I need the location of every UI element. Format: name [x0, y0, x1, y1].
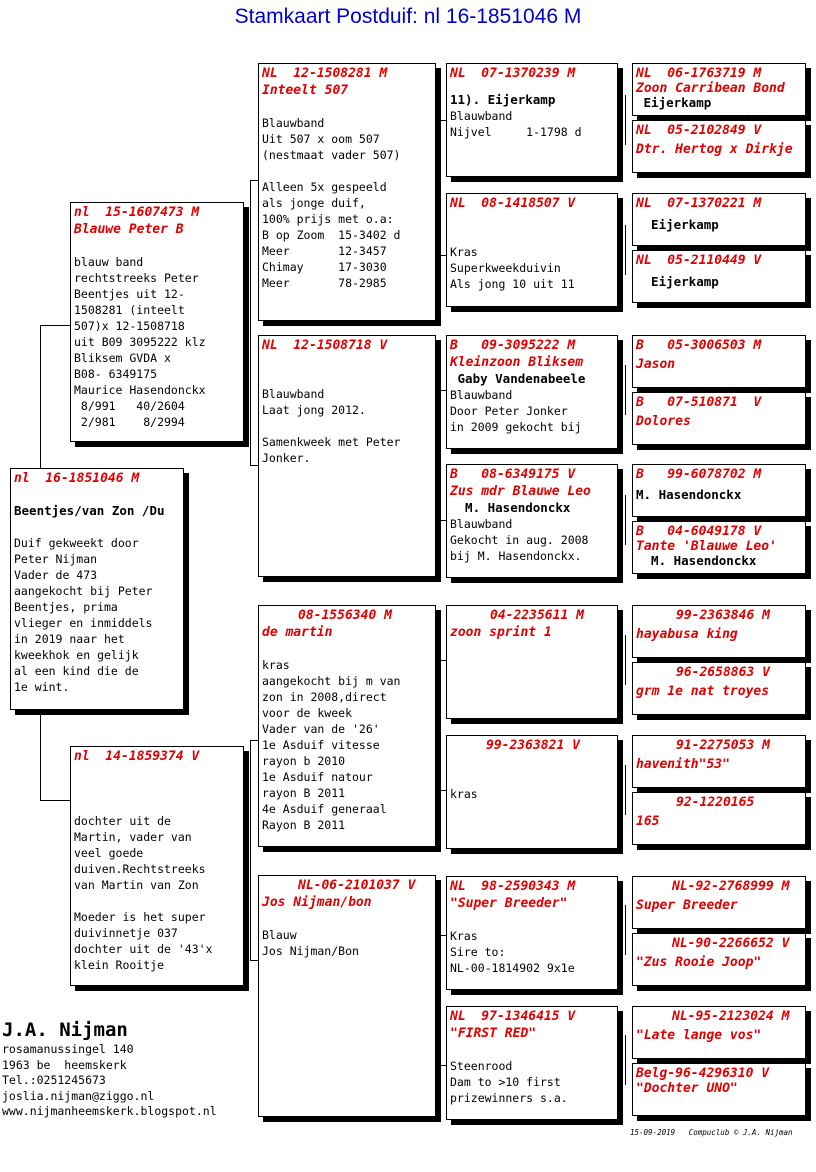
pigeon-name: Inteelt 507	[262, 83, 349, 98]
connector-line	[250, 465, 258, 466]
info-line: bij M. Hasendonckx.	[450, 549, 582, 563]
info-line: Kras	[450, 929, 478, 943]
info-line: Superkweekduivin	[450, 261, 561, 275]
connector-line	[250, 960, 258, 961]
owner-postcode: 1963 be heemskerk	[2, 1057, 127, 1072]
info-line: B08- 6349175	[74, 367, 158, 381]
info-line: Sire to:	[450, 945, 506, 959]
ancestor-card	[446, 876, 618, 990]
owner-email: joslia.nijman@ziggo.nl	[2, 1088, 155, 1103]
connector-line	[438, 935, 439, 1065]
connector-line	[250, 740, 251, 960]
info-line: 507)x 12-1508718	[74, 319, 185, 333]
info-line: Moeder is het super	[74, 910, 206, 924]
info-line: al een kind die de	[14, 664, 139, 678]
connector-line	[625, 765, 626, 815]
ring-number: NL-90-2266652 V	[672, 936, 790, 951]
sire-card	[70, 202, 244, 442]
ancestor-card	[632, 521, 806, 574]
ancestor-card	[632, 63, 806, 116]
info-line: 1e Asduif vitesse	[262, 738, 380, 752]
info-line: rayon B 2011	[262, 786, 346, 800]
connector-line	[625, 365, 626, 415]
info-line: Jos Nijman/Bon	[262, 944, 359, 958]
connector-line	[40, 800, 70, 801]
ring-number: 91-2275053 M	[676, 738, 770, 753]
pigeon-name: Tante 'Blauwe Leo'	[636, 539, 777, 554]
connector-line	[625, 905, 626, 955]
info-line: Door Peter Jonker	[450, 404, 568, 418]
ring-number: 99-2363821 V	[486, 738, 580, 753]
ring-number: B 05-3006503 M	[636, 338, 762, 353]
breeder-name: M. Hasendonckx	[636, 553, 757, 568]
info-line: Blauwband	[450, 388, 513, 402]
info-line: aangekocht bij m van	[262, 674, 401, 688]
pigeon-name: de martin	[262, 625, 333, 640]
grandsire-paternal-card	[258, 63, 436, 321]
info-line: Alleen 5x gespeeld	[262, 180, 387, 194]
ancestor-card	[632, 464, 806, 517]
info-line: Blauwband	[450, 109, 513, 123]
info-line: zon in 2008,direct	[262, 690, 387, 704]
info-line: veel goede	[74, 846, 144, 860]
owner-name: J.A. Nijman	[2, 1019, 128, 1041]
info-line: Blauwband	[262, 116, 325, 130]
connector-line	[625, 495, 626, 545]
info-line: Beentjes uit 12-	[74, 287, 185, 301]
info-line: Uit 507 x oom 507	[262, 132, 380, 146]
info-line: Nijvel 1-1798 d	[450, 125, 582, 139]
footer-credit: 15-09-2019 Compuclub © J.A. Nijman	[630, 1128, 793, 1137]
pigeon-name: "Super Breeder"	[450, 896, 568, 911]
connector-line	[625, 1035, 626, 1085]
info-line: 100% prijs met o.a:	[262, 212, 394, 226]
breeder-name: Eijerkamp	[636, 274, 719, 289]
ring-number: NL 07-1370221 M	[636, 196, 762, 211]
ancestor-card	[632, 933, 806, 986]
info-line: 2/981 8/2994	[74, 415, 185, 429]
pigeon-name: Blauwe Peter B	[74, 222, 184, 237]
ancestor-card	[632, 1063, 806, 1116]
info-line: Peter Nijman	[14, 552, 98, 566]
pigeon-name: "FIRST RED"	[450, 1026, 537, 1041]
ring-number: 99-2363846 M	[676, 608, 770, 623]
ancestor-card	[446, 63, 618, 177]
ancestor-card	[632, 1006, 806, 1059]
pigeon-name: Jos Nijman/bon	[262, 895, 372, 910]
info-line: Dam to >10 first	[450, 1075, 561, 1089]
owner-website: www.nijmanheemskerk.blogspot.nl	[2, 1104, 217, 1118]
info-line: Beentjes, prima	[14, 600, 118, 614]
owner-contact	[2, 1018, 217, 1120]
ancestor-card	[446, 605, 618, 719]
ring-number: Belg-96-4296310 V	[636, 1066, 770, 1081]
breeder-name: M. Hasendonckx	[450, 500, 571, 515]
ring-number: NL 06-1763719 M	[636, 66, 762, 81]
ring-number: 96-2658863 V	[676, 665, 770, 680]
info-line: Laat jong 2012.	[262, 403, 366, 417]
connector-line	[625, 635, 626, 685]
connector-line	[438, 390, 446, 391]
info-line: Meer 12-3457	[262, 244, 387, 258]
ring-number: NL-06-2101037 V	[298, 878, 416, 893]
connector-line	[40, 325, 70, 326]
info-line: 1508281 (inteelt	[74, 303, 185, 317]
pigeon-name: Jason	[636, 357, 676, 372]
ring-number: 92-1220165	[676, 795, 755, 810]
pigeon-name: Kleinzoon Bliksem	[450, 355, 584, 370]
pigeon-name: Dolores	[636, 414, 691, 429]
ancestor-card	[632, 876, 806, 929]
ring-number: NL 12-1508718 V	[262, 338, 388, 353]
pigeon-name: "Late lange vos"	[636, 1028, 762, 1043]
pigeon-name: "Dochter UNO"	[636, 1081, 738, 1096]
info-line: Maurice Hasendonckx	[74, 383, 206, 397]
pigeon-name: Dtr. Hertog x Dirkje	[636, 142, 793, 157]
pigeon-name: Zus mdr Blauwe Leo	[450, 484, 591, 499]
info-line: dochter uit de	[74, 814, 171, 828]
ring-number: nl 14-1859374 V	[74, 749, 200, 764]
ancestor-card	[632, 392, 806, 445]
connector-line	[625, 95, 626, 145]
subject-card	[10, 468, 184, 710]
info-line: voor de kweek	[262, 706, 353, 720]
ancestor-card	[632, 792, 806, 845]
ancestor-card	[632, 250, 806, 303]
info-line: Kras	[450, 245, 478, 259]
ring-number: NL 05-2102849 V	[636, 123, 762, 138]
granddam-paternal-card	[258, 335, 436, 577]
info-line: dochter uit de '43'x	[74, 942, 213, 956]
info-line: kras	[262, 658, 290, 672]
info-line: blauw band	[74, 255, 144, 269]
info-line: als jonge duif,	[262, 196, 366, 210]
owner-address: rosamanussingel 140	[2, 1042, 134, 1056]
ring-number: NL 07-1370239 M	[450, 66, 576, 81]
info-line: NL-00-1814902 9x1e	[450, 961, 575, 975]
ancestor-card	[632, 735, 806, 788]
info-line: Blauwband	[262, 387, 325, 401]
info-line: Martin, vader van	[74, 830, 192, 844]
info-line: Als jong 10 uit 11	[450, 277, 575, 291]
ancestor-card	[446, 1006, 618, 1120]
ring-number: nl 16-1851046 M	[14, 471, 140, 486]
pigeon-name: havenith"53"	[636, 757, 730, 772]
connector-line	[438, 390, 439, 520]
breeder-name: Gaby Vandenabeele	[450, 371, 586, 386]
ring-number: B 04-6049178 V	[636, 524, 762, 539]
connector-line	[250, 180, 251, 465]
pigeon-name: 165	[636, 814, 660, 829]
info-line: kras	[450, 787, 478, 801]
info-line: Steenrood	[450, 1059, 513, 1073]
connector-line	[438, 790, 446, 791]
ancestor-card	[632, 605, 806, 658]
info-line: Duif gekweekt door	[14, 536, 139, 550]
ring-number: B 09-3095222 M	[450, 338, 576, 353]
ancestor-card	[446, 735, 618, 849]
granddam-maternal-card	[258, 875, 436, 1117]
info-line: 8/991 40/2604	[74, 399, 185, 413]
ancestor-card	[446, 193, 618, 307]
info-line: Blauwband	[450, 517, 513, 531]
ancestor-card	[632, 662, 806, 715]
info-line: 4e Asduif generaal	[262, 802, 387, 816]
info-line: kweekhok en gelijk	[14, 648, 139, 662]
pigeon-name: Zoon Carribean Bond	[636, 81, 785, 96]
connector-line	[438, 520, 446, 521]
connector-line	[625, 225, 626, 275]
info-line: Samenkweek met Peter	[262, 435, 401, 449]
info-line: Bliksem GVDA x	[74, 351, 171, 365]
ring-number: NL 97-1346415 V	[450, 1009, 576, 1024]
info-line: 1e wint.	[14, 680, 70, 694]
connector-line	[438, 120, 439, 255]
connector-line	[438, 660, 446, 661]
owner-phone: Tel.:0251245673	[2, 1073, 106, 1087]
ring-number: NL 08-1418507 V	[450, 196, 576, 211]
dam-card	[70, 746, 244, 986]
info-line: Jonker.	[262, 451, 311, 465]
info-line: 1e Asduif natour	[262, 770, 373, 784]
connector-line	[438, 255, 446, 256]
info-line: Gekocht in aug. 2008	[450, 533, 589, 547]
page-title: Stamkaart Postduif: nl 16-1851046 M	[234, 5, 582, 28]
info-line: Vader de 473	[14, 568, 98, 582]
info-line: rayon b 2010	[262, 754, 346, 768]
info-line: in 2019 naar het	[14, 632, 125, 646]
info-line: Chimay 17-3030	[262, 260, 387, 274]
ring-number: nl 15-1607473 M	[74, 205, 200, 220]
info-line: Rayon B 2011	[262, 818, 346, 832]
connector-line	[250, 180, 258, 181]
connector-line	[250, 740, 258, 741]
connector-line	[40, 325, 41, 468]
pigeon-name: Super Breeder	[636, 898, 738, 913]
connector-line	[438, 935, 446, 936]
info-line: prizewinners s.a.	[450, 1091, 568, 1105]
info-line: aangekocht bij Peter	[14, 584, 153, 598]
ring-number: NL 98-2590343 M	[450, 879, 576, 894]
pigeon-name: 11). Eijerkamp	[450, 92, 556, 107]
ancestor-card	[632, 335, 806, 388]
ring-number: NL-92-2768999 M	[672, 879, 790, 894]
ancestor-card	[446, 335, 618, 449]
info-line: (nestmaat vader 507)	[262, 148, 401, 162]
pigeon-name: Beentjes/van Zon /Du	[14, 503, 165, 518]
connector-line	[438, 1065, 446, 1066]
info-line: vlieger en inmiddels	[14, 616, 153, 630]
connector-line	[438, 120, 446, 121]
info-line: Vader van de '26'	[262, 722, 380, 736]
pigeon-name: zoon sprint 1	[450, 625, 552, 640]
pigeon-name: grm 1e nat troyes	[636, 684, 770, 699]
ring-number: 04-2235611 M	[490, 608, 584, 623]
pigeon-name: "Zus Rooie Joop"	[636, 955, 762, 970]
ancestor-card	[446, 464, 618, 578]
ring-number: NL 12-1508281 M	[262, 66, 388, 81]
info-line: Meer 78-2985	[262, 276, 387, 290]
connector-line	[40, 710, 41, 800]
info-line: Blauw	[262, 928, 297, 942]
breeder-name: Eijerkamp	[636, 95, 712, 110]
ring-number: B 07-510871 V	[636, 395, 762, 410]
pigeon-name: hayabusa king	[636, 627, 738, 642]
info-line: duiven.Rechtstreeks	[74, 862, 206, 876]
info-line: in 2009 gekocht bij	[450, 420, 582, 434]
ancestor-card	[632, 193, 806, 246]
ancestor-card	[632, 120, 806, 173]
connector-line	[438, 660, 439, 790]
breeder-name: M. Hasendonckx	[636, 487, 742, 502]
info-line: duivinnetje 037	[74, 926, 178, 940]
grandsire-maternal-card	[258, 605, 436, 847]
info-line: B op Zoom 15-3402 d	[262, 228, 401, 242]
breeder-name: Eijerkamp	[636, 217, 719, 232]
ring-number: B 99-6078702 M	[636, 467, 762, 482]
ring-number: 08-1556340 M	[298, 608, 392, 623]
info-line: van Martin van Zon	[74, 878, 199, 892]
ring-number: NL-95-2123024 M	[672, 1009, 790, 1024]
info-line: klein Rooitje	[74, 958, 165, 972]
ring-number: B 08-6349175 V	[450, 467, 576, 482]
ring-number: NL 05-2110449 V	[636, 253, 762, 268]
info-line: rechtstreeks Peter	[74, 271, 199, 285]
info-line: uit B09 3095222 klz	[74, 335, 206, 349]
